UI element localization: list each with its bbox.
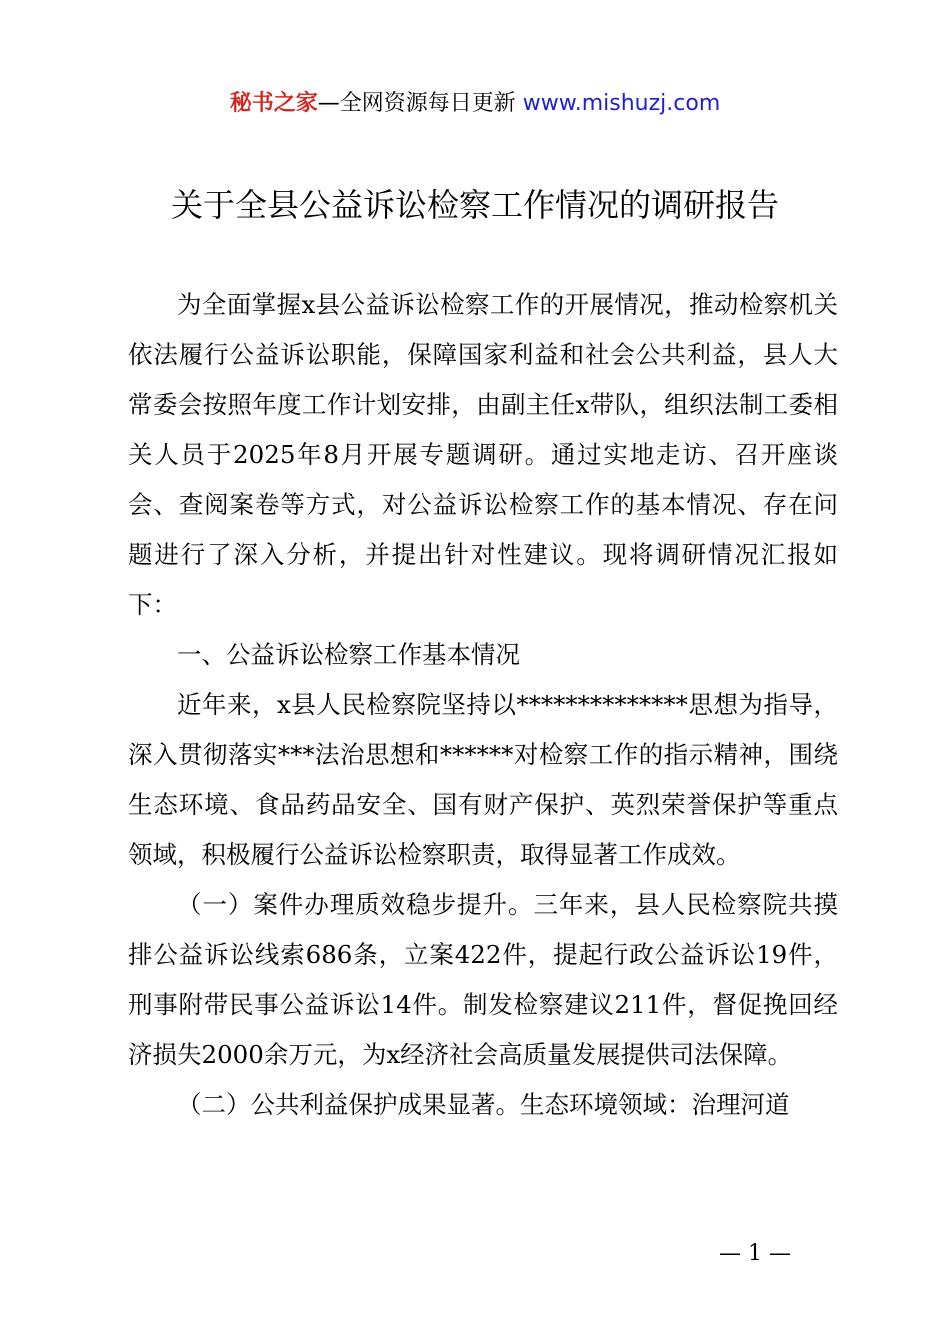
site-header-banner bbox=[0, 86, 950, 122]
subsection-1-paragraph: （一）案件办理质效稳步提升。三年来，县人民检察院共摸排公益诉讼线索686条，立案422件，提起行政公益诉讼19件，刑事附带民事公益诉讼14件。制发检察建议211件，督促挽回经济损失2000余万元，为x经济社会高质量发展提供司法保障。 bbox=[128, 890, 838, 1069]
intro-paragraph: 为全面掌握x县公益诉讼检察工作的开展情况，推动检察机关依法履行公益诉讼职能，保障国家利益和社会公共利益，县人大常委会按照年度工作计划安排，由副主任x带队，组织法制工委相关人员于2025年8月开展专题调研。通过实地走访、召开座谈会、查阅案卷等方式，对公益诉讼检察工作的基本情况、存在问题进行了深入分析，并提出针对性建议。现将调研情况汇报如下： bbox=[128, 290, 838, 619]
site-url-link[interactable]: www.mishuzj.com bbox=[522, 91, 721, 116]
site-brand-name: 秘书之家 bbox=[229, 91, 318, 116]
page-number: — 1 — bbox=[719, 1241, 791, 1266]
subsection-2-paragraph: （二）公共利益保护成果显著。生态环境领域：治理河道 bbox=[177, 1090, 790, 1119]
section-heading-1: 一、公益诉讼检察工作基本情况 bbox=[177, 640, 520, 669]
document-title: 关于全县公益诉讼检察工作情况的调研报告 bbox=[170, 186, 779, 224]
document-body bbox=[128, 280, 838, 1130]
overview-paragraph: 近年来，x县人民检察院坚持以**************思想为指导，深入贯彻落实***法治思想和******对检察工作的指示精神，围绕生态环境、食品药品安全、国有财产保护、英烈荣誉保护等重点领域，积极履行公益诉讼检察职责，取得显著工作成效。 bbox=[128, 690, 838, 869]
site-tagline: —全网资源每日更新 bbox=[317, 91, 516, 116]
